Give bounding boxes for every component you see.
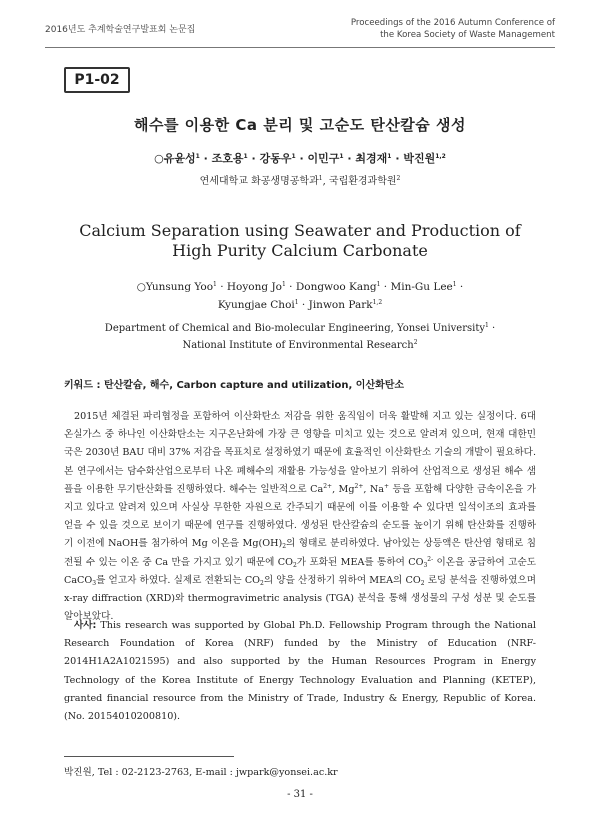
footnote-rule — [64, 756, 234, 757]
author-affiliation-sup: 1 — [291, 153, 296, 160]
authors-english-line2 — [0, 296, 600, 314]
affiliation-korean-part2: , 국립환경과학원 — [322, 176, 397, 187]
abstract-sup: 2- — [427, 555, 434, 563]
author-separator: · — [295, 152, 308, 165]
author-name: Kyungjae Choi — [217, 299, 295, 311]
keywords-label: 키워드 : — [64, 380, 104, 391]
title-korean: 해수를 이용한 Ca 분리 및 고순도 탄산칼슘 생성 — [133, 116, 466, 134]
author-affiliation-sup: 1 — [452, 281, 457, 288]
abstract-sup: 2+ — [354, 482, 364, 490]
abstract-text: 등을 포함해 다양한 금속이온을 가지고 있다고 알려져 있으며 사실상 무한한 자원으로 간주되기 때문에 이를 이용할 수 있다면 일석이조의 효과를 얻을 수 있을 것으로 보이기 때문에 연구를 진행하였다. 생성된 탄산칼슘의 순도를 높이기 위해 탄산화를 진행하기 이전에 NaOH를 첨가하여 Mg 이온을 Mg(OH) — [64, 483, 536, 550]
affiliation-english-sup1: 1 — [485, 322, 489, 329]
affiliation-english-text2: National Institute of Environmental Research — [182, 340, 414, 351]
abstract-sub: 2 — [292, 561, 297, 569]
author-name: Jinwon Park — [308, 299, 373, 311]
abstract-text: , Mg — [332, 483, 355, 495]
abstract-text: 의 양을 산정하기 위하여 MEA의 CO — [263, 574, 421, 586]
header-right-line2: the Korea Society of Waste Management — [380, 30, 555, 40]
author-separator: · — [298, 299, 309, 311]
title-english-line2: High Purity Calcium Carbonate — [172, 241, 428, 260]
author-affiliation-sup: 1,2 — [435, 153, 446, 160]
author-affiliation-sup: 1 — [294, 299, 299, 306]
author-affiliation-sup: 1 — [195, 153, 200, 160]
acknowledgement-paragraph — [64, 617, 536, 726]
author-separator: · — [380, 281, 391, 293]
author-name: 강동우 — [259, 152, 292, 165]
author-affiliation-sup: 1 — [387, 153, 392, 160]
keywords — [64, 376, 404, 391]
affiliation-english-line1 — [0, 320, 600, 337]
author-separator: · — [199, 152, 212, 165]
abstract-text: 로딩 분석을 진행하였으며 x-ray diffraction (XRD)와 thermogravimetric analysis (TGA) 분석을 통해 생성물의 구성 성분 및 순도를 알아보았다. — [64, 574, 537, 623]
abstract-text: 이온을 공급하여 고순도 CaCO — [64, 556, 536, 586]
abstract-sub: 2 — [260, 579, 264, 587]
acknowledgement-label: 사사: — [74, 620, 97, 631]
author-name: 박진원 — [403, 152, 436, 165]
abstract-sup: + — [384, 482, 390, 490]
abstract-sub: 3 — [92, 579, 97, 587]
keywords-text: 탄산칼슘, 해수, Carbon capture and utilization, 이산화탄소 — [103, 380, 405, 391]
paper-id-box: P1-02 — [64, 67, 130, 93]
author-name: Dongwoo Kang — [295, 281, 377, 293]
affiliation-korean-sup2: 2 — [396, 175, 401, 182]
author-name: 최경재 — [355, 152, 388, 165]
affiliation-korean-part1: 연세대학교 화공생명공학과 — [199, 176, 319, 187]
author-affiliation-sup: 1,2 — [372, 299, 383, 306]
author-separator: · — [456, 281, 464, 293]
abstract-text: 가 포화된 MEA를 통하여 CO — [296, 556, 424, 568]
abstract-sup: 2+ — [323, 482, 333, 490]
author-separator: · — [247, 152, 260, 165]
affiliation-english-separator: · — [488, 323, 496, 334]
header-rule — [45, 47, 555, 48]
author-name: 이민구 — [307, 152, 340, 165]
header-right — [351, 17, 555, 41]
affiliation-english-text1: Department of Chemical and Bio-molecular Engineering, Yonsei University — [104, 323, 485, 334]
author-affiliation-sup: 1 — [243, 153, 248, 160]
title-english-line1: Calcium Separation using Seawater and Production of — [79, 221, 521, 240]
abstract-text: 의 형태로 분리하였다. 남아있는 상등액은 탄산염 형태로 침전될 수 있는 이온 중 Ca 만을 가지고 있기 때문에 CO — [64, 538, 536, 568]
abstract-text: 2015년 체결된 파리협정을 포함하여 이산화탄소 저감을 위한 움직임이 더욱 활발해 지고 있는 실정이다. 6대 온실가스 중 하나인 이산화탄소는 지구온난화에 가장 큰 영향을 미치고 있는 것으로 알려져 있으며, 현재 대한민국은 2030년 BAU 대비 37% 저감을 목표치로 설정하였기 때문에 효율적인 이산화탄소 기술의 개발이 필요하다. 본 연구에서는 담수화산업으로부터 나온 폐해수의 재활용 가능성을 알아보기 위하여 산업적으로 생성된 해수 샘플을 이용한 무기탄산화를 진행하였다. 해수는 일반적으로 Ca — [64, 411, 536, 495]
abstract-paragraph — [64, 408, 536, 626]
authors-korean — [0, 150, 600, 166]
author-name: Min-Gu Lee — [390, 281, 453, 293]
authors-english-line1 — [0, 278, 600, 296]
header-right-line1: Proceedings of the 2016 Autumn Conference of — [350, 18, 555, 28]
author-affiliation-sup: 1 — [281, 281, 286, 288]
affiliation-korean-sup1: 1 — [318, 175, 323, 182]
affiliation-english-sup2: 2 — [413, 339, 418, 346]
abstract-text: 를 얻고자 하였다. 실제로 전환되는 CO — [96, 574, 261, 586]
abstract-sub: 2 — [420, 579, 425, 587]
author-affiliation-sup: 1 — [339, 153, 344, 160]
author-affiliation-sup: 1 — [376, 281, 381, 288]
author-name: 조호용 — [211, 152, 244, 165]
abstract-text: , Na — [363, 483, 384, 495]
authors-english — [0, 278, 600, 314]
header-left: 2016년도 추계학술연구발표회 논문집 — [45, 25, 196, 35]
abstract-sub: 2 — [282, 543, 287, 551]
author-separator: · — [216, 281, 227, 293]
author-name: Hoyong Jo — [226, 281, 282, 293]
author-affiliation-sup: 1 — [213, 281, 217, 288]
title-english — [0, 221, 600, 261]
affiliation-english — [0, 320, 600, 354]
acknowledgement-text: This research was supported by Global Ph.D. Fellowship Program through the National Research Foundation of Korea (NRF) funded by the Ministry of Education (NRF-2014H1A2A1021595) and also supported by the Human Resources Program in Energy Technology of the Korea Institute of Energy Technology Evaluation and Planning (KETEP), granted financial resource from the Ministry of Trade, Industry & Energy, Republic of Korea. (No. 20154010200810). — [64, 620, 536, 723]
author-name: ○유윤성 — [154, 152, 196, 165]
affiliation-english-line2 — [0, 337, 600, 354]
author-name: ○Yunsung Yoo — [136, 281, 214, 293]
footnote-contact: 박진원, Tel : 02-2123-2763, E-mail : jwpark@yonsei.ac.kr — [64, 767, 338, 778]
affiliation-korean — [0, 172, 600, 187]
author-separator: · — [285, 281, 296, 293]
abstract-sub: 3 — [423, 561, 428, 569]
page-number: - 31 - — [287, 789, 313, 800]
author-separator: · — [391, 152, 404, 165]
author-separator: · — [343, 152, 356, 165]
